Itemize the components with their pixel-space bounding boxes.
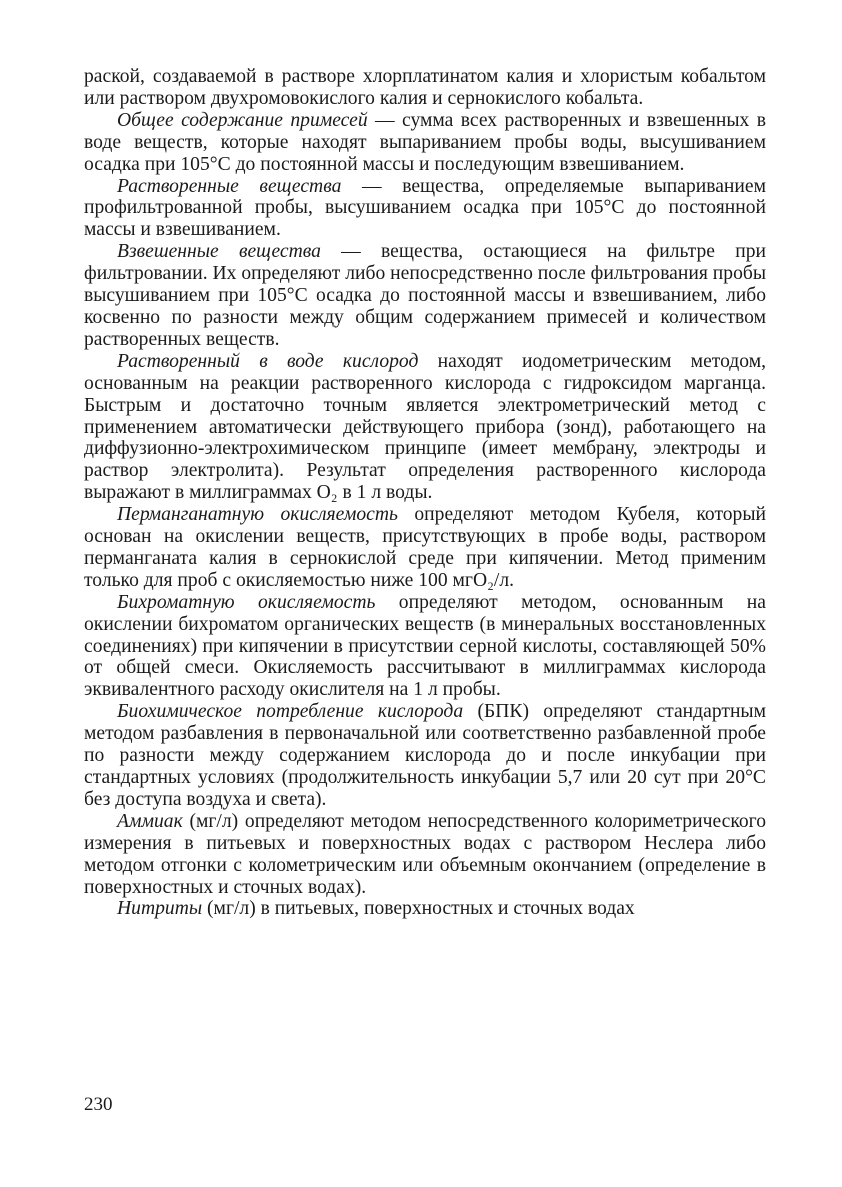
term-bod: Биохимическое потребление кислорода [117, 701, 464, 723]
paragraph-text: — вещества, остающиеся на фильтре при фильтровании. Их определяют либо непосредственно после фильтрования пробы высушиванием при 105°С осадка до постоянной массы и взвешиванием, либо косвенно по разности между общим содержанием примесей и количеством растворенных веществ. [84, 241, 766, 350]
paragraph-bod [84, 701, 766, 811]
term-dissolved-substances: Растворенные вещества [117, 175, 342, 197]
paragraph-text: определяют методом Кубеля, который основан на окислении веществ, присутствующих в пробе воды, раствором перманганата калия в сернокислой среде при кипячении. Метод применим только для проб с окисляемостью ниже 100 мгО₂/л. [84, 504, 766, 591]
paragraph-total-impurities [84, 110, 766, 176]
paragraph-dissolved-oxygen [84, 351, 766, 504]
paragraph-text: (мг/л) в питьевых, поверхностных и сточных водах [202, 898, 635, 920]
term-permanganate-oxidability: Перманганатную окисляемость [117, 504, 398, 526]
paragraph-suspended-substances [84, 241, 766, 351]
paragraph-dissolved-substances [84, 176, 766, 242]
page-body [84, 66, 766, 920]
paragraph-permanganate-oxidability [84, 504, 766, 592]
paragraph-nitrites [84, 898, 766, 920]
term-ammonia: Аммиак [117, 810, 183, 832]
term-bichromate-oxidability: Бихроматную окисляемость [117, 591, 376, 613]
paragraph-text: — сумма всех растворенных и взвешенных в воде веществ, которые находят выпариванием пробы воды, высушиванием осадка при 105°С до постоянной массы и последующим взвешиванием. [84, 109, 767, 175]
paragraph-text: — вещества, определяемые выпариванием профильтрованной пробы, высушиванием осадка при 105°С до постоянной массы и взвешиванием. [84, 175, 766, 241]
paragraph-text: (БПК) определяют стандартным методом разбавления в первоначальной или соответственно разбавленной пробе по разности между содержанием кислорода до и после инкубации при стандартных условиях (продолжительность инкубации 5,7 или 20 сут при 20°С без доступа воздуха и света). [84, 701, 766, 810]
term-total-impurities: Общее содержание примесей [117, 109, 368, 131]
paragraph-text: находят иодометрическим методом, основанным на реакции растворенного кислорода с гидроксидом марганца. Быстрым и достаточно точным является электрометрический метод с применением автоматически действующего прибора (зонд), работающего на диффузионно-электрохимическом принципе (имеет мембрану, электроды и раствор электролита). Результат определения растворенного кислорода выражают в миллиграммах О₂ в 1 л воды. [84, 350, 766, 504]
paragraph-text: раской, создаваемой в растворе хлорплатинатом калия и хлористым кобальтом или раствором двухромовокислого калия и сернокислого кобальта. [84, 66, 766, 109]
term-suspended-substances: Взвешенные вещества [117, 241, 321, 263]
paragraph-text: (мг/л) определяют методом непосредственного колориметрического измерения в питьевых и поверхностных водах с раствором Неслера либо методом отгонки с колометрическим или объемным окончанием (определение в поверхностных и сточных водах). [84, 810, 766, 898]
term-nitrites: Нитриты [117, 898, 203, 920]
term-dissolved-oxygen: Растворенный в воде кислород [117, 350, 419, 372]
paragraph-bichromate-oxidability [84, 592, 766, 702]
paragraph-continuation [84, 66, 766, 110]
paragraph-text: определяют методом, основанным на окислении бихроматом органических веществ (в минеральных восстановленных соединениях) при кипячении в присутствии серной кислоты, составляющей 50% от общей смеси. Окисляемость рассчитывают в миллиграммах кислорода эквивалентного расходу окислителя на 1 л пробы. [84, 591, 766, 701]
page-number: 230 [84, 1094, 113, 1115]
paragraph-ammonia [84, 811, 766, 899]
